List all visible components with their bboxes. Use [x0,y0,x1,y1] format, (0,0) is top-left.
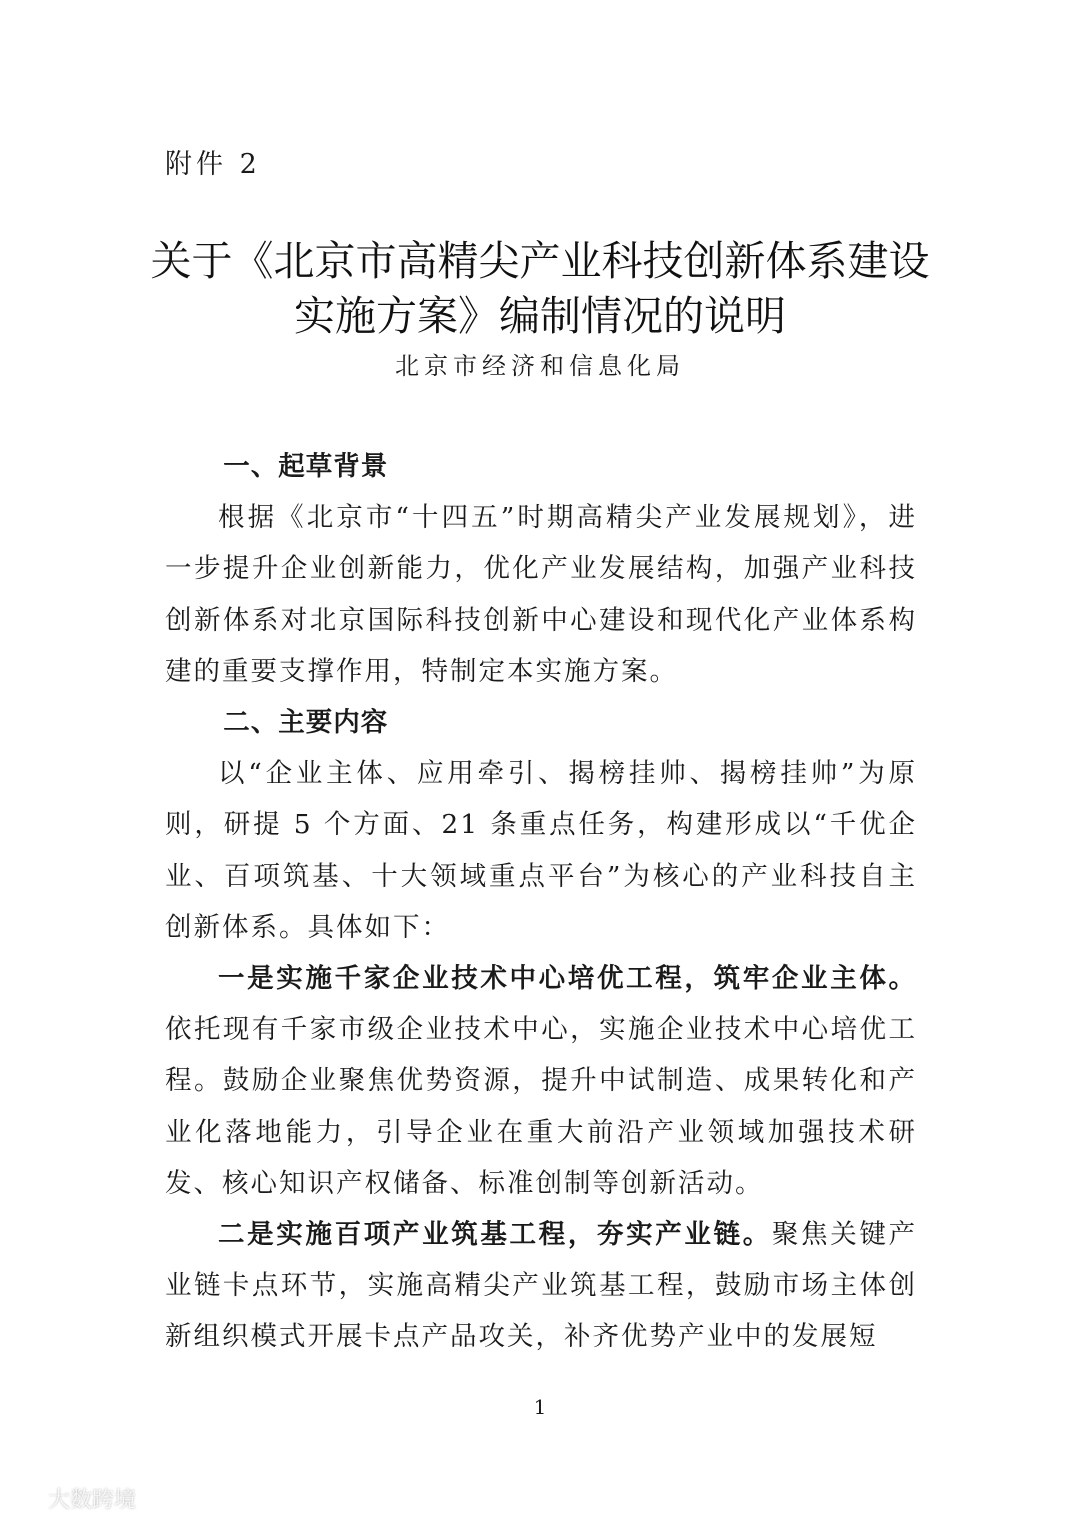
document-title-line-2: 实施方案》编制情况的说明 [294,292,786,340]
section-heading-main-content: 二、主要内容 [223,707,389,739]
task-item-1-text: 依托现有千家市级企业技术中心，实施企业技术中心培优工程。鼓励企业聚焦优势资源，提升中试制造、成果转化和产业化落地能力，引导企业在重大前沿产业领域加强技术研发、核心知识产权储备、标准创制等创新活动。 [165,1014,917,1199]
section-heading-background: 一、起草背景 [223,451,389,482]
document-body [165,441,917,1363]
document-title-line-1: 关于《北京市高精尖产业科技创新体系建设 [150,237,930,285]
watermark [8,1483,136,1514]
background-paragraph: 根据《北京市“十四五”时期高精尖产业发展规划》，进一步提升企业创新能力，优化产业发展结构，加强产业科技创新体系对北京国际科技创新中心建设和现代化产业体系构建的重要支撑作用，特制定本实施方案。 [165,502,917,687]
task-item-2 [165,1209,917,1363]
watermark-text: 大数跨境 [48,1488,137,1513]
task-item-1-lead: 一是实施千家企业技术中心培优工程，筑牢企业主体。 [218,963,917,995]
task-item-2-text: 聚焦关键产业链卡点环节，实施高精尖产业筑基工程，鼓励市场主体创新组织模式开展卡点产品攻关，补齐优势产业中的发展短 [165,1219,918,1353]
task-item-1 [165,953,917,1209]
issuing-organization: 北京市经济和信息化局 [395,352,685,380]
weibo-eye-icon [8,1486,42,1512]
main-content-intro: 以“企业主体、应用牵引、揭榜挂帅、揭榜挂帅”为原则，研提 5 个方面、21 条重点任务，构建形成以“千优企业、百项筑基、十大领域重点平台”为核心的产业科技自主创新体系。具体如下： [165,758,917,943]
attachment-label: 附件 2 [165,149,261,180]
task-item-2-lead: 二是实施百项产业筑基工程，夯实产业链。 [218,1219,772,1251]
page-number: 1 [533,1395,547,1419]
